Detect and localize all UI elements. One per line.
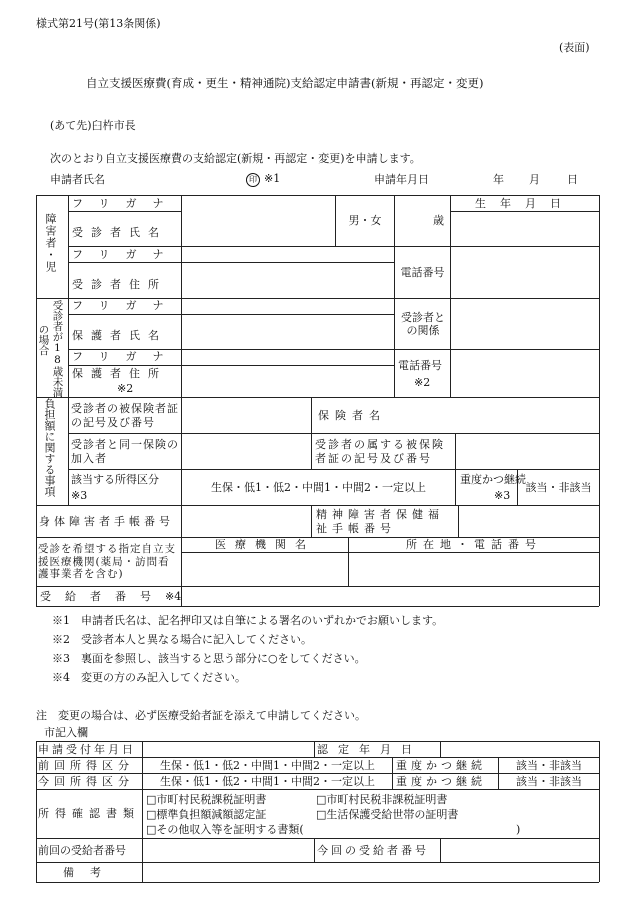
doc-nontax-certificate-checkbox[interactable]: □市町村民税非課税証明書 xyxy=(316,793,448,806)
prev-continuing-label: 重度かつ継続 xyxy=(396,758,486,772)
birthdate-label: 生年月日 xyxy=(475,196,575,210)
relation-field[interactable] xyxy=(451,299,598,348)
receipt-date-field[interactable] xyxy=(143,742,313,756)
same-insurance-label: 受診者と同一保険の加入者 xyxy=(71,438,179,465)
recipient-number-field[interactable] xyxy=(182,587,598,605)
doc-welfare-certificate-checkbox[interactable]: □生活保護受給世帯の証明書 xyxy=(316,808,459,821)
approval-date-field[interactable] xyxy=(441,742,598,756)
guardian-furigana-field[interactable] xyxy=(182,299,393,314)
burden-group-label: 負担額に関する事項 xyxy=(43,398,56,497)
attention-note: 注 変更の場合は、必ず医療受給者証を添えて申請してください。 xyxy=(36,709,366,722)
doc-other-field[interactable] xyxy=(318,821,514,836)
institution-label: 受診を希望する指定自立支援医療機関(薬局・訪問看護事業者を含む) xyxy=(38,543,176,581)
patient-phone-field[interactable] xyxy=(451,247,598,297)
recipient-number-label xyxy=(40,591,181,602)
curr-recipient-label: 今回の受給者番号 xyxy=(317,843,429,857)
continuing-selector[interactable]: 該当・非該当 xyxy=(525,480,592,494)
guardian-group-label-2: の場合 xyxy=(37,324,50,356)
intro-text: 次のとおり自立支援医療費の支給認定(新規・再認定・変更)を申請します。 xyxy=(50,152,421,165)
addressee: (あて先)臼杵市長 xyxy=(50,119,136,132)
applicant-name-field[interactable] xyxy=(115,170,240,186)
applicant-name-label: 申請者氏名 xyxy=(50,173,105,186)
recipient-note: ※4 xyxy=(165,590,182,603)
continuing-label: 重度かつ継続 xyxy=(460,473,526,486)
belonging-number-field[interactable] xyxy=(456,434,598,468)
receipt-date-label: 申請受付年月日 xyxy=(38,742,136,756)
prev-recipient-label: 前回の受給者番号 xyxy=(38,843,126,857)
patient-name-field[interactable] xyxy=(182,212,334,245)
guardian-furigana-label: フリガナ xyxy=(72,299,180,313)
patient-furigana-label: フリガナ xyxy=(72,196,180,210)
curr-recipient-field[interactable] xyxy=(441,839,598,861)
approval-date-label: 認定年月日 xyxy=(317,742,422,756)
note-1: ※1 申請者氏名は、記名押印又は自筆による署名のいずれかでお願いします。 xyxy=(52,614,444,627)
institution-address-header: 所在地・電話番号 xyxy=(406,538,542,552)
guardian-address-field[interactable] xyxy=(182,366,393,396)
month-label: 月 xyxy=(529,173,540,186)
patient-address-label: 受診者住所 xyxy=(72,278,167,292)
income-class-note: ※3 xyxy=(71,489,88,502)
mental-card-field[interactable] xyxy=(459,506,598,536)
note-3: ※3 裏面を参照し、該当すると思う部分に○をしてください。 xyxy=(52,652,366,665)
doc-tax-certificate-checkbox[interactable]: □市町村民税課税証明書 xyxy=(146,793,267,806)
guardian-phone-label: 電話番号 xyxy=(398,359,442,372)
birthdate-field[interactable] xyxy=(451,212,598,245)
form-number: 様式第21号(第13条関係) xyxy=(36,17,161,30)
institution-name-header: 医療機関名 xyxy=(215,538,315,552)
doc-reduction-certificate-checkbox[interactable]: □標準負担額減額認定証 xyxy=(146,808,267,821)
prev-continuing-selector[interactable]: 該当・非該当 xyxy=(516,758,582,772)
patient-group-label: 障害者・児 xyxy=(44,213,57,273)
physical-card-label: 身体障害者手帳番号 xyxy=(39,514,174,528)
relation-label: 受診者との関係 xyxy=(401,310,445,337)
age-label: 歳 xyxy=(433,214,444,228)
patient-address-furigana-label: フリガナ xyxy=(72,247,180,261)
patient-address-field[interactable] xyxy=(182,263,393,297)
application-date-label: 申請年月日 xyxy=(374,173,429,186)
seal-mark xyxy=(246,173,280,187)
curr-income-selector[interactable]: 生保・低1・低2・中間1・中間2・一定以上 xyxy=(160,774,375,788)
curr-income-label: 今回所得区分 xyxy=(38,774,134,788)
doc-other-close-paren: ) xyxy=(516,823,521,836)
guardian-name-label: 保護者氏名 xyxy=(72,328,167,342)
guardian-name-field[interactable] xyxy=(182,315,393,348)
income-class-label: 該当する所得区分 xyxy=(71,473,159,486)
income-docs-label: 所得確認書類 xyxy=(38,807,140,821)
prev-income-selector[interactable]: 生保・低1・低2・中間1・中間2・一定以上 xyxy=(160,758,375,772)
year-label: 年 xyxy=(493,173,504,186)
office-use-title: 市記入欄 xyxy=(44,726,88,739)
note1-ref: ※1 xyxy=(264,172,281,185)
guardian-phone-note: ※2 xyxy=(414,376,431,389)
institution-address-field[interactable] xyxy=(349,553,598,585)
remarks-label: 備考 xyxy=(63,865,117,879)
patient-phone-label: 電話番号 xyxy=(400,265,445,279)
income-class-selector[interactable]: 生保・低1・低2・中間1・中間2・一定以上 xyxy=(211,480,426,494)
same-insurance-field[interactable] xyxy=(182,434,310,468)
physical-card-field[interactable] xyxy=(182,506,310,536)
curr-continuing-label: 重度かつ継続 xyxy=(396,774,486,788)
prev-recipient-field[interactable] xyxy=(143,839,313,861)
continuing-note: ※3 xyxy=(494,489,511,502)
note-4: ※4 変更の方のみ記入してください。 xyxy=(52,671,246,684)
prev-income-label: 前回所得区分 xyxy=(38,758,134,772)
guardian-address-label: 保護者住所 xyxy=(72,367,167,380)
recipient-label-text: 受給者番号 xyxy=(40,590,165,603)
seal-icon: 印 xyxy=(246,173,260,187)
guardian-group-label: 受診者が18歳未満 xyxy=(51,300,64,398)
insured-number-label: 受診者の被保険者証の記号及び番号 xyxy=(71,402,179,429)
mental-card-label: 精神障害者保健福祉手帳番号 xyxy=(316,508,444,535)
day-label: 日 xyxy=(567,173,578,186)
form-title: 自立支援医療費(育成・更生・精神通院)支給認定申請書(新規・再認定・変更) xyxy=(86,76,484,90)
institution-name-field[interactable] xyxy=(182,553,347,585)
patient-name-label: 受診者氏名 xyxy=(72,225,167,239)
doc-other-checkbox[interactable]: □その他収入等を証明する書類( xyxy=(146,823,304,836)
guardian-address-furigana-field[interactable] xyxy=(182,350,393,365)
guardian-address-furigana-label: フリガナ xyxy=(72,350,180,364)
patient-address-furigana-field[interactable] xyxy=(182,247,393,262)
gender-selector[interactable]: 男・女 xyxy=(348,214,382,228)
page-side-label: (表面) xyxy=(559,41,590,54)
insured-number-field[interactable] xyxy=(182,398,310,432)
insurer-field[interactable] xyxy=(400,398,598,432)
guardian-address-note: ※2 xyxy=(117,382,134,395)
insurer-label: 保険者名 xyxy=(318,408,386,422)
curr-continuing-selector[interactable]: 該当・非該当 xyxy=(516,774,582,788)
patient-furigana-field[interactable] xyxy=(182,196,334,211)
remarks-field[interactable] xyxy=(143,863,598,881)
note-2: ※2 受診者本人と異なる場合に記入してください。 xyxy=(52,633,312,646)
guardian-phone-field[interactable] xyxy=(451,350,598,396)
belonging-number-label: 受診者の属する被保険者証の記号及び番号 xyxy=(315,438,445,465)
